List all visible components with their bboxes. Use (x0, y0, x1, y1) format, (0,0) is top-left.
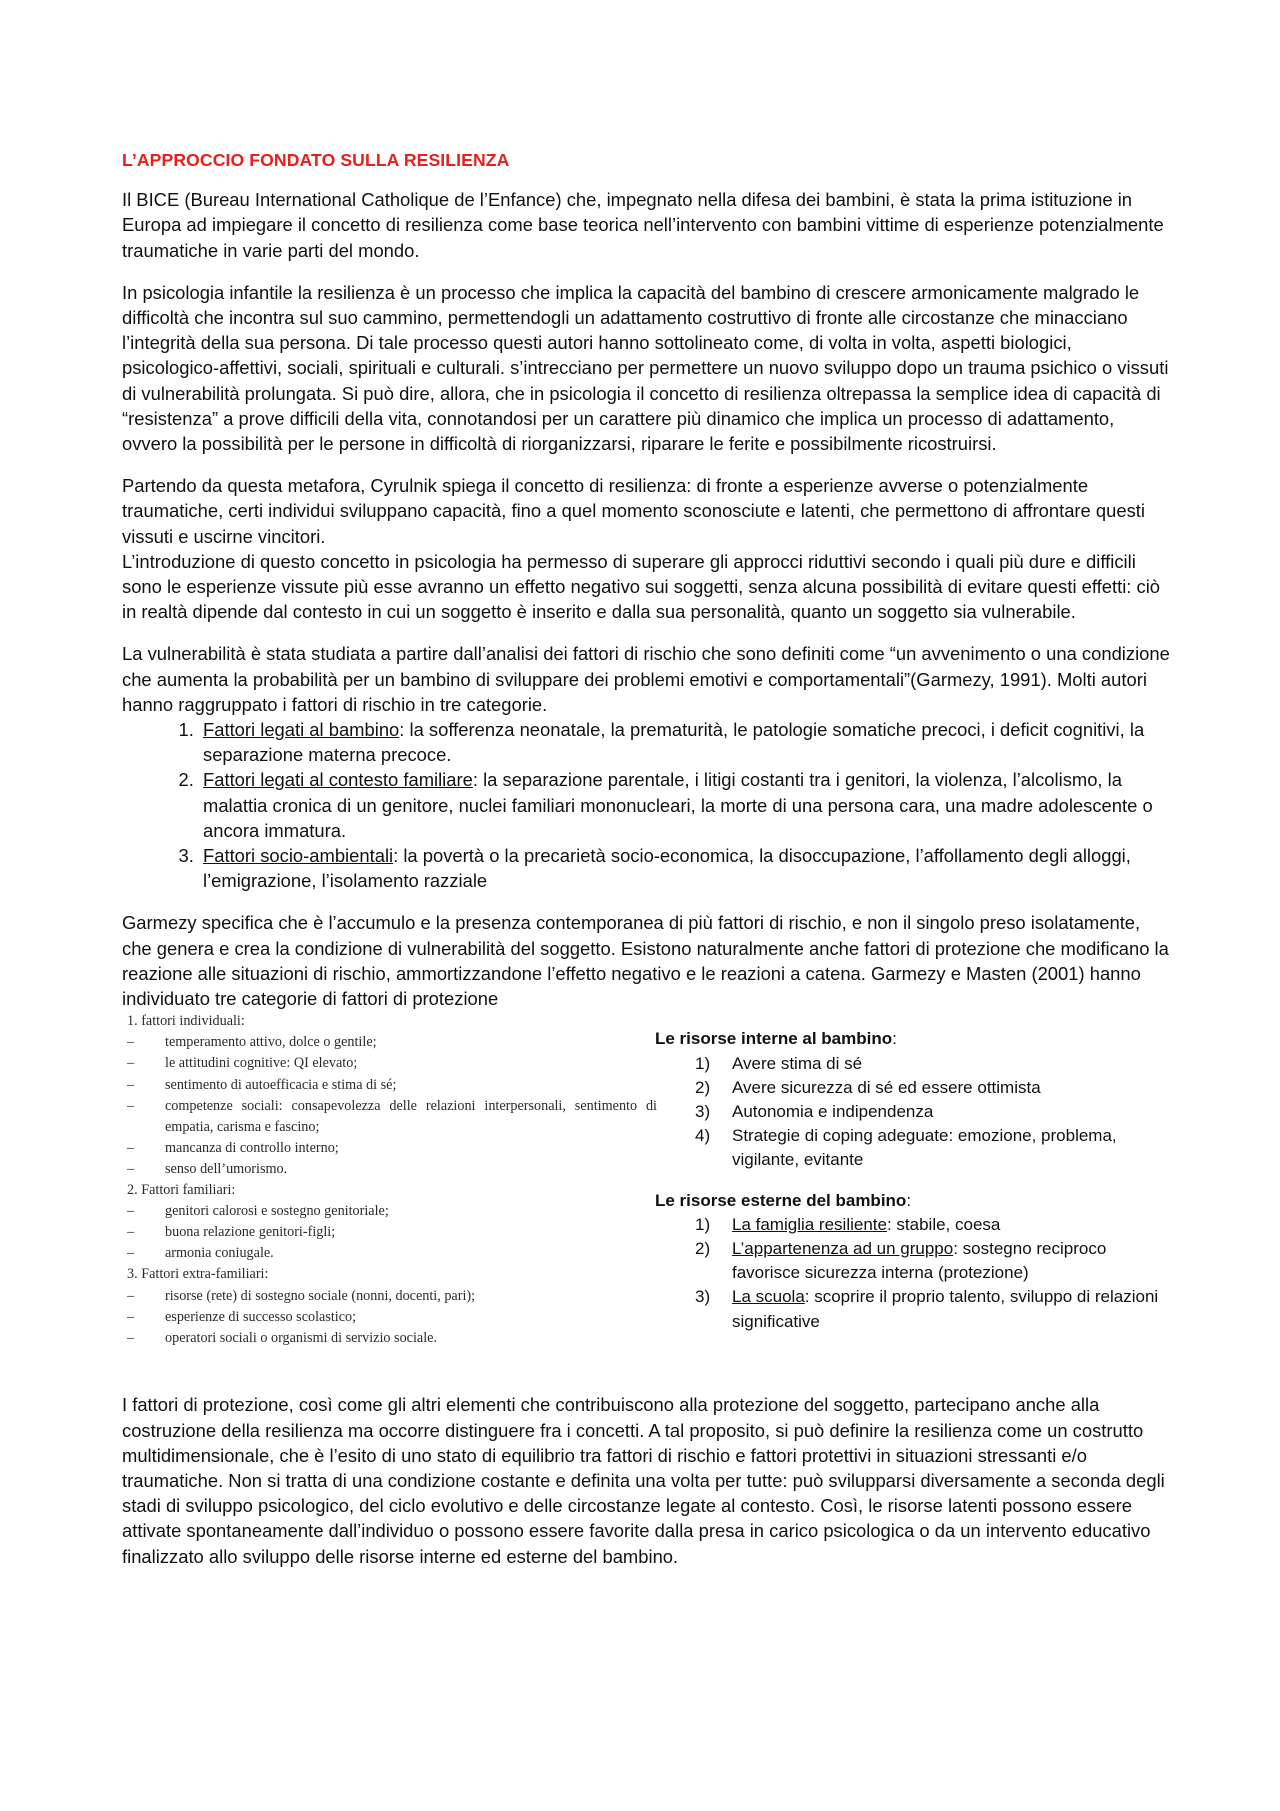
paragraph-introduzione-concetto: L’introduzione di questo concetto in psicologia ha permesso di superare gli approcci riduttivi secondo i quali più dure e difficili sono le esperienze vissute più esse avranno un effetto negativo sui soggetti, senza alcuna possibilità di evitare questi effetti: ciò in realtà dipende dal contesto in cui un soggetto è inserito e dalla sua personalità, quanto un soggetto sia vulnerabile. (122, 550, 1161, 623)
risk-factor-text: : la separazione parentale, i litigi costanti tra i genitori, la violenza, l’alcolismo, la malattia cronica di un genitore, nuclei familiari mononucleari, la morte di una persona cara, una madre adolescente o ancora immatura. (203, 769, 1153, 841)
risk-factors-list (122, 717, 1172, 893)
list-item: – le attitudini cognitive: QI elevato; (127, 1055, 358, 1072)
list-item: – armonia coniugale. (127, 1245, 274, 1262)
heading-risorse-esterne: Le risorse esterne del bambino: (655, 1190, 912, 1210)
document-title: L’APPROCCIO FONDATO SULLA RESILIENZA (122, 150, 510, 170)
list-item: – senso dell’umorismo. (127, 1160, 288, 1177)
list-item: – sentimento di autoefficacia e stima di sé; (127, 1076, 397, 1093)
scan-heading-individuali: 1. fattori individuali: (127, 1013, 245, 1030)
risk-factor-label: Fattori socio-ambientali (203, 845, 394, 867)
list-item: – esperienze di successo scolastico; (127, 1308, 357, 1325)
list-item: – risorse (rete) di sostegno sociale (nonni, docenti, pari); (127, 1287, 476, 1304)
heading-risorse-interne: Le risorse interne al bambino: (655, 1029, 897, 1049)
paragraph-bice: Il BICE (Bureau International Catholique de l’Enfance) che, impegnato nella difesa dei bambini, è stata la prima istituzione in Europa ad impiegare il concetto di resilienza come base teorica nell’intervento con bambini vittime di esperienze potenzialmente traumatiche in varie parti del mondo. (122, 189, 1164, 261)
paragraph-cyrulnik: Partendo da questa metafora, Cyrulnik spiega il concetto di resilienza: di fronte a esperienze avverse o potenzialmente traumatiche, certi individui sviluppano capacità, fino a quel momento sconosciute e latenti, che permettono di affrontare questi vissuti e uscirne vincitori. (122, 475, 1145, 547)
list-item: – mancanza di controllo interno; (127, 1139, 339, 1156)
list-item: – competenze sociali: consapevolezza delle relazioni interpersonali, sentimento di empatia, carisma e fascino; (127, 1097, 657, 1135)
list-item: 2) L’appartenenza ad un gruppo: sostegno reciproco favorisce sicurezza interna (protezione) (695, 1238, 1107, 1283)
list-item (199, 843, 1172, 893)
list-item: – genitori calorosi e sostegno genitoriale; (127, 1203, 389, 1220)
risorse-interne-list (655, 1052, 1175, 1173)
risk-factor-text: : la sofferenza neonatale, la prematurità, le patologie somatiche precoci, i deficit cognitivi, la separazione materna precoce. (203, 719, 1145, 766)
paragraph-conclusione: I fattori di protezione, così come gli altri elementi che contribuiscono alla protezione del soggetto, partecipano anche alla costruzione della resilienza ma occorre distinguere fra i concetti. A tal proposito, si può definire la resilienza come un costrutto multidimensionale, che è l’esito di uno stato di equilibrio tra fattori di rischio e fattori protettivi in situazioni stressanti e/o traumatiche. Non si tratta di una condizione costante e definita una volta per tutte: può svilupparsi diversamente a seconda degli stadi di sviluppo psicologico, del ciclo evolutivo e delle circostanze legate al contesto. Così, le risorse latenti possono essere attivate spontaneamente dall’individuo o possono essere favorite dalla presa in carico psicologica o da un intervento educativo finalizzato allo sviluppo delle risorse interne ed esterne del bambino. (122, 1394, 1165, 1567)
risk-factor-label: Fattori legati al contesto familiare (203, 769, 473, 791)
list-item (199, 767, 1172, 843)
list-item: 4) Strategie di coping adeguate: emozione, problema, vigilante, evitante (695, 1126, 1117, 1170)
resources-column (655, 1027, 1175, 1333)
risk-factor-text: : la povertà o la precarietà socio-economica, la disoccupazione, l’affollamento degli alloggi, l’emigrazione, l’isolamento razziale (203, 845, 1131, 892)
list-item: 1) La famiglia resiliente: stabile, coesa (695, 1214, 1001, 1234)
list-item: 3) Autonomia e indipendenza (695, 1101, 934, 1121)
list-item: – temperamento attivo, dolce o gentile; (127, 1034, 377, 1051)
list-item (199, 717, 1172, 767)
risorse-esterne-list (655, 1213, 1175, 1334)
scan-heading-extra-familiari: 3. Fattori extra-familiari: (127, 1266, 269, 1283)
list-item: – operatori sociali o organismi di servizio sociale. (127, 1329, 437, 1346)
paragraph-garmezy: Garmezy specifica che è l’accumulo e la presenza contemporanea di più fattori di rischio, e non il singolo preso isolatamente, che genera e crea la condizione di vulnerabilità del soggetto. Esistono naturalmente anche fattori di protezione che modificano la reazione alle situazioni di rischio, ammortizzandone l’effetto negativo e le reazioni a catena. Garmezy e Masten (2001) hanno individuato tre categorie di fattori di protezione (122, 912, 1169, 1010)
document-body (122, 148, 1172, 1586)
protective-factors-section (122, 1011, 1172, 1383)
list-item: – buona relazione genitori-figli; (127, 1224, 336, 1241)
risk-factor-label: Fattori legati al bambino (203, 719, 400, 741)
paragraph-vulnerabilita: La vulnerabilità è stata studiata a partire dall’analisi dei fattori di rischio che sono definiti come “un avvenimento o una condizione che aumenta la probabilità per un bambino di sviluppare dei problemi emotivi e comportamentali”(Garmezy, 1991). Molti autori hanno raggruppato i fattori di rischio in tre categorie. (122, 643, 1170, 715)
scanned-protective-factors-list (127, 1011, 657, 1349)
list-item: 1) Avere stima di sé (695, 1053, 863, 1073)
scan-heading-familiari: 2. Fattori familiari: (127, 1182, 236, 1199)
paragraph-psicologia-infantile: In psicologia infantile la resilienza è un processo che implica la capacità del bambino di crescere armonicamente malgrado le difficoltà che incontra sul suo cammino, permettendogli un adattamento costruttivo di fronte alle circostanze che minacciano l’integrità della sua persona. Di tale processo questi autori hanno sottolineato come, di volta in volta, aspetti biologici, psicologico-affettivi, sociali, spirituali e culturali. s’intrecciano per permettere un nuovo sviluppo dopo un trauma psichico o vissuti di vulnerabilità prolungata. Si può dire, allora, che in psicologia il concetto di resilienza oltrepassa la semplice idea di capacità di “resistenza” a prove difficili della vita, connotandosi per un carattere più dinamico che implica un processo di adattamento, ovvero la possibilità per le persone in difficoltà di riorganizzarsi, riparare le ferite e possibilmente ricostruirsi. (122, 281, 1169, 455)
list-item: 3) La scuola: scoprire il proprio talento, sviluppo di relazioni significative (695, 1287, 1159, 1331)
list-item: 2) Avere sicurezza di sé ed essere ottimista (695, 1077, 1041, 1097)
